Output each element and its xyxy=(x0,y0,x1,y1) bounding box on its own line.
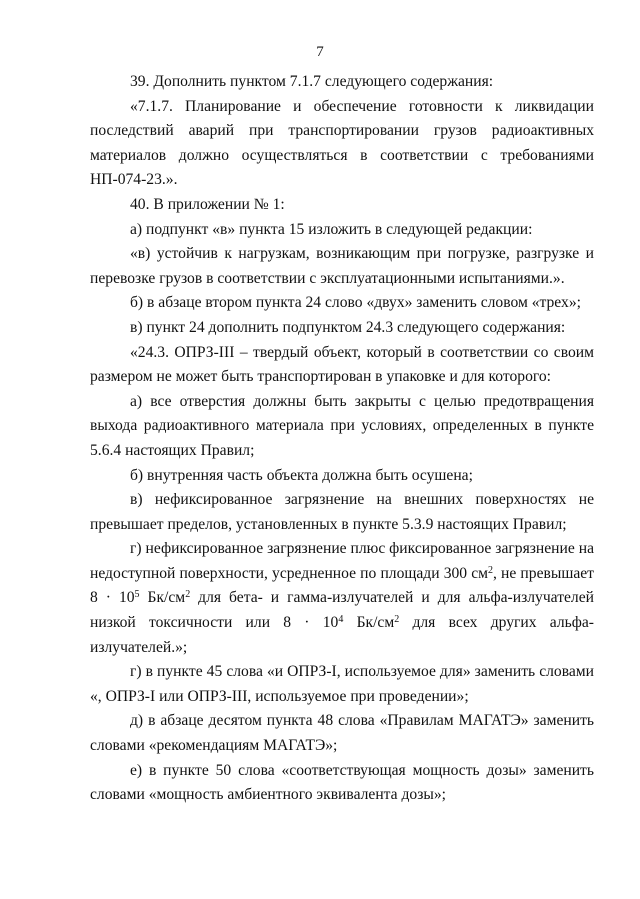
paragraph-subitem-a: а) подпункт «в» пункта 15 изложить в следующей редакции: xyxy=(130,220,533,238)
paragraph-quote-24-3: «24.3. ОПРЗ-III – твердый объект, который в соответствии со своим размером не может быть транспортирован в упаковке и для которого: xyxy=(90,343,594,386)
paragraph-subitem-v: в) пункт 24 дополнить подпунктом 24.3 следующего содержания: xyxy=(130,318,566,336)
text-run: , не превышает 8 · 10 xyxy=(90,564,594,607)
paragraph-24-3-g xyxy=(90,537,594,660)
paragraph-24-3-v: в) нефиксированное загрязнение на внешних поверхностях не превышает пределов, установленных в пункте 5.3.9 настоящих Правил; xyxy=(90,491,594,533)
superscript: 2 xyxy=(488,564,494,576)
document-body xyxy=(90,70,594,808)
paragraph-24-3-b: б) внутренняя часть объекта должна быть осушена; xyxy=(130,466,473,484)
text-run: для бета- и гамма-излучателей и для альфа-излучателей низкой токсичности или 8 · 10 xyxy=(90,589,594,632)
paragraph-subitem-e: е) в пункте 50 слова «соответствующая мощность дозы» заменить словами «мощность амбиентного эквивалента дозы»; xyxy=(90,761,594,804)
superscript: 5 xyxy=(134,589,140,601)
paragraph-item-40: 40. В приложении № 1: xyxy=(130,195,285,213)
paragraph-item-39: 39. Дополнить пунктом 7.1.7 следующего содержания: xyxy=(130,73,494,90)
text-run: Бк/см xyxy=(139,589,186,607)
paragraph-24-3-a: а) все отверстия должны быть закрыты с целью предотвращения выхода радиоактивного материала при условиях, определенных в пункте 5.6.4 настоящих Правил; xyxy=(90,392,594,459)
page-number: 7 xyxy=(316,44,324,60)
superscript: 2 xyxy=(185,589,191,601)
paragraph-quote-7-1-7: «7.1.7. Планирование и обеспечение готовности к ликвидации последствий аварий при транспортировании грузов радиоактивных материалов должно осуществляться в соответствии с требованиями НП-074-23.». xyxy=(90,97,594,189)
text-run: для всех других альфа-излучателей.»; xyxy=(90,614,594,656)
text-run: Бк/см xyxy=(343,614,395,632)
paragraph-subitem-b: б) в абзаце втором пункта 24 слово «двух» заменить словом «трех»; xyxy=(130,294,581,312)
paragraph-quote-v: «в) устойчив к нагрузкам, возникающим при погрузке, разгрузке и перевозке грузов в соответствии с эксплуатационными испытаниями.». xyxy=(90,245,594,287)
paragraph-subitem-d: д) в абзаце десятом пункта 48 слова «Правилам МАГАТЭ» заменить словами «рекомендациям МАГАТЭ»; xyxy=(90,712,594,755)
superscript: 4 xyxy=(338,614,344,626)
paragraph-subitem-g: г) в пункте 45 слова «и ОПРЗ-I, используемое для» заменить словами «, ОПРЗ-I или ОПРЗ-III, используемое при проведении»; xyxy=(90,663,594,705)
superscript: 2 xyxy=(394,614,400,626)
text-run: г) нефиксированное загрязнение плюс фиксированное загрязнение на недоступной поверхности, усредненное по площади 300 см xyxy=(90,540,594,582)
